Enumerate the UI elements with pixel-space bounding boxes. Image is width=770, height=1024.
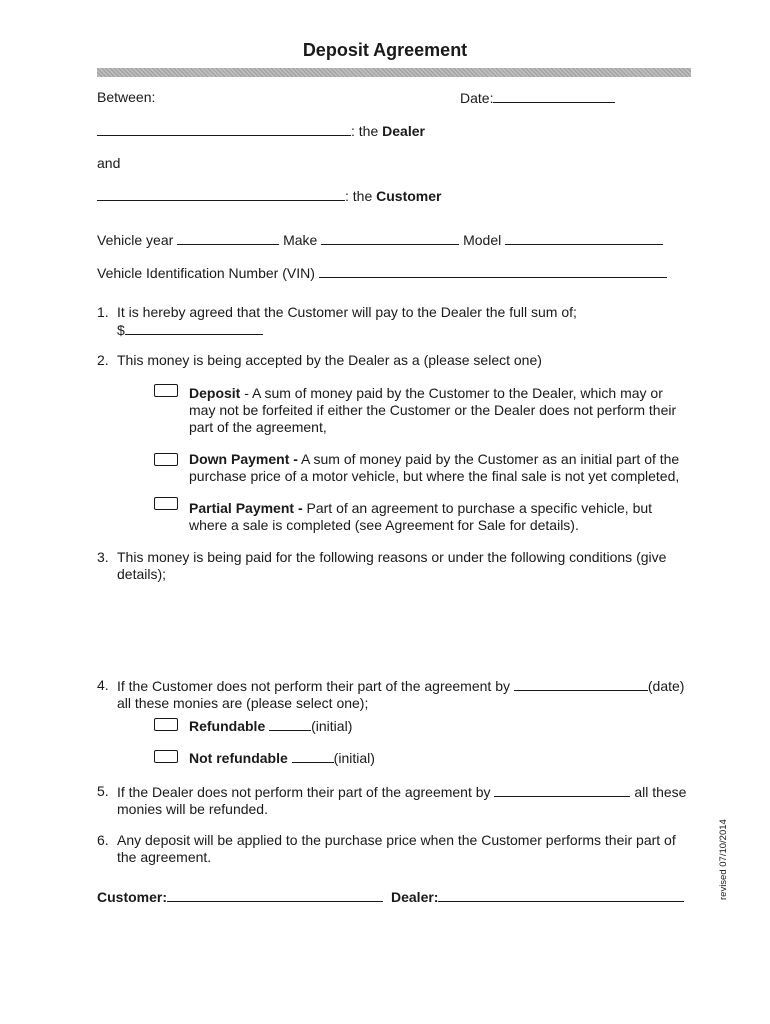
item-1-text: It is hereby agreed that the Customer will pay to the Dealer the full sum of; <box>117 304 577 320</box>
deposit-option-line2: may not be forfeited if either the Customer or the Dealer does not perform their <box>189 402 677 418</box>
item-6-line2: the agreement. <box>117 849 212 865</box>
not-refundable-checkbox[interactable] <box>154 750 178 763</box>
vin-field[interactable] <box>319 264 667 278</box>
item-3-text <box>117 549 666 583</box>
vehicle-make-field[interactable] <box>321 231 459 245</box>
dealer-signature-label: Dealer: <box>391 889 439 905</box>
revision-note: revised 07/10/2014 <box>718 819 729 900</box>
item-1-amount-row <box>117 321 263 338</box>
item-5-number: 5. <box>97 783 109 799</box>
item-6-text <box>117 832 676 866</box>
down-payment-option-line1: A sum of money paid by the Customer as an initial part of the <box>297 451 680 467</box>
vehicle-make-label: Make <box>283 232 318 248</box>
partial-payment-checkbox[interactable] <box>154 497 178 510</box>
customer-signature-field[interactable] <box>167 888 383 902</box>
not-refundable-initial-label: (initial) <box>333 750 375 766</box>
down-payment-option-name: Down Payment - <box>189 451 298 467</box>
partial-payment-option-name: Partial Payment - <box>189 500 303 516</box>
customer-name-field[interactable] <box>97 187 345 201</box>
down-payment-option-text <box>189 451 679 485</box>
not-refundable-row <box>189 749 375 766</box>
dealer-role-text: : the <box>351 123 383 139</box>
date-label: Date: <box>460 90 494 106</box>
vin-row <box>97 264 667 281</box>
between-label: Between: <box>97 89 156 105</box>
deposit-option-line1: - A sum of money paid by the Customer to the Dealer, which may or <box>240 385 663 401</box>
item-4-number: 4. <box>97 677 109 693</box>
page-title: Deposit Agreement <box>302 40 468 60</box>
deposit-checkbox[interactable] <box>154 384 178 397</box>
item-5-text <box>117 783 686 818</box>
refundable-row <box>189 717 352 734</box>
item-4-line1: If the Customer does not perform their part of the agreement by <box>117 678 510 694</box>
refundable-initial-label: (initial) <box>311 718 353 734</box>
deposit-option-line3: part of the agreement, <box>189 419 327 435</box>
item-4-text <box>117 677 684 712</box>
partial-payment-option-line2: where a sale is completed (see Agreement for Sale for details). <box>189 517 579 533</box>
item-2-text: This money is being accepted by the Dealer as a (please select one) <box>117 352 542 368</box>
item-3-number: 3. <box>97 549 109 565</box>
vehicle-model-label: Model <box>463 232 502 248</box>
vehicle-year-field[interactable] <box>177 231 279 245</box>
item-1-number: 1. <box>97 304 109 320</box>
title-divider <box>97 68 691 77</box>
vehicle-model-field[interactable] <box>505 231 663 245</box>
item-5-line1: If the Dealer does not perform their part of the agreement by <box>117 784 491 800</box>
customer-party-row <box>97 187 442 204</box>
currency-symbol: $ <box>117 322 125 338</box>
customer-signature-label: Customer: <box>97 889 168 905</box>
item-3-line1: This money is being paid for the following reasons or under the following conditions (give <box>117 549 667 565</box>
dealer-signature-row <box>391 888 684 905</box>
item-6-number: 6. <box>97 832 109 848</box>
partial-payment-option-line1: Part of an agreement to purchase a specific vehicle, but <box>302 500 653 516</box>
refundable-label: Refundable <box>189 718 266 734</box>
customer-role-text: : the <box>345 188 377 204</box>
item-4-date-suffix: (date) <box>647 678 685 694</box>
refundable-checkbox[interactable] <box>154 718 178 731</box>
dealer-name-field[interactable] <box>97 122 351 136</box>
dealer-party-row <box>97 122 425 139</box>
customer-role-word: Customer <box>376 188 442 204</box>
item-3-line2: details); <box>117 566 167 582</box>
refundable-initial-field[interactable] <box>269 717 311 731</box>
partial-payment-option-text <box>189 500 652 534</box>
item-4-line2: all these monies are (please select one); <box>117 695 369 711</box>
and-label: and <box>97 155 121 171</box>
amount-field[interactable] <box>125 321 263 335</box>
date-row <box>460 89 615 106</box>
down-payment-checkbox[interactable] <box>154 453 178 466</box>
item-4-date-field[interactable] <box>514 677 648 691</box>
item-5-date-field[interactable] <box>494 783 630 797</box>
deposit-option-name: Deposit <box>189 385 241 401</box>
customer-signature-row <box>97 888 383 905</box>
not-refundable-initial-field[interactable] <box>292 749 334 763</box>
vin-label: Vehicle Identification Number (VIN) <box>97 265 315 281</box>
vehicle-row <box>97 231 663 248</box>
dealer-role-word: Dealer <box>382 123 425 139</box>
item-5-line2: monies will be refunded. <box>117 801 268 817</box>
deposit-option-text <box>189 385 676 436</box>
vehicle-year-label: Vehicle year <box>97 232 174 248</box>
item-2-number: 2. <box>97 352 109 368</box>
item-5-suffix: all these <box>634 784 687 800</box>
item-6-line1: Any deposit will be applied to the purchase price when the Customer performs their part of <box>117 832 676 848</box>
down-payment-option-line2: purchase price of a motor vehicle, but where the final sale is not yet completed, <box>189 468 680 484</box>
not-refundable-label: Not refundable <box>189 750 288 766</box>
dealer-signature-field[interactable] <box>438 888 684 902</box>
date-field[interactable] <box>493 89 615 103</box>
